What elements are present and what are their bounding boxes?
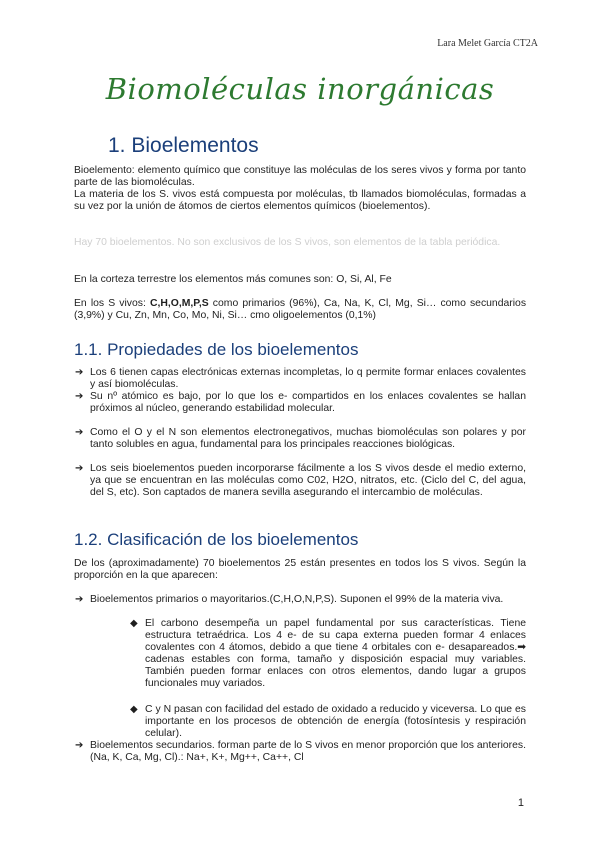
- section-heading-bioelementos: 1. Bioelementos: [108, 134, 259, 157]
- corteza-paragraph: En la corteza terrestre los elementos más comunes son: O, Si, Al, Fe: [74, 274, 392, 285]
- primary-elements-bold: C,H,O,M,P,S: [149, 298, 209, 309]
- seres-vivos-paragraph: En los S vivos: C,H,O,M,P,S como primarios (96%), Ca, Na, K, Cl, Mg, Si… como secundarios (3,9%) y Cu, Zn, Mn, Co, Mo, Ni, Si… cmo oligoelementos (0,1%): [74, 298, 527, 321]
- diamond-bullet-icon: ◆: [130, 704, 138, 715]
- arrow-right-icon: ➔: [75, 463, 84, 474]
- sub-list-item: ◆ El carbono desempeña un papel fundamental por sus características. Tiene estructura tetraédrica. Los 4 e- de su capa externa pueden formar 4 enlaces covalentes con 4 átomos, debido a que tiene 4 orbitales con e- desapareados.➡ cadenas estables con forma, tamaño y disposición espacial muy variables. También pueden formar enlaces con otros elementos, dando lugar a grupos funcionales muy variados.: [130, 618, 526, 689]
- list-item: ➔ Los seis bioelementos pueden incorporarse fácilmente a los S vivos desde el medio externo, ya que se encuentran en las moléculas como C02, H2O, nitratos, etc. (Ciclo del C, del agua, del S, etc). Son captados de manera sevilla asegurando el intercambio de moléculas.: [75, 463, 526, 498]
- clasificacion-intro: De los (aproximadamente) 70 bioelementos 25 están presentes en todos los S vivos. Según la proporción en la que aparecen:: [74, 558, 526, 581]
- list-item: ➔ Bioelementos secundarios. forman parte de lo S vivos en menor proporción que los anteriores. (Na, K, Ca, Mg, Cl).: Na+, K+, Mg++, Ca++, Cl: [75, 740, 526, 763]
- materia-paragraph: La materia de los S. vivos está compuesta por moléculas, tb llamados biomoléculas, formadas a su vez por la unión de átomos de ciertos elementos químicos (bioelementos).: [74, 189, 526, 212]
- sub-list-item: ◆ C y N pasan con facilidad del estado de oxidado a reducido y viceversa. Lo que es importante en los procesos de obtención de energía (fotosíntesis y respiración celular).: [130, 704, 526, 739]
- section-heading-propiedades: 1.1. Propiedades de los bioelementos: [74, 340, 359, 359]
- faded-paragraph: Hay 70 bioelementos. No son exclusivos de los S vivos, son elementos de la tabla periódica.: [74, 237, 501, 248]
- list-item: ➔ Bioelementos primarios o mayoritarios.(C,H,O,N,P,S). Suponen el 99% de la materia viva.: [75, 594, 504, 605]
- diamond-bullet-icon: ◆: [130, 618, 138, 629]
- arrow-right-icon: ➔: [75, 594, 84, 605]
- arrow-right-icon: ➔: [75, 391, 84, 402]
- arrow-right-icon: ➔: [75, 427, 84, 438]
- list-item: ➔ Su nº atómico es bajo, por lo que los e- compartidos en los enlaces covalentes se hallan próximos al núcleo, generando estabilidad molecular.: [75, 391, 526, 414]
- section-heading-clasificacion: 1.2. Clasificación de los bioelementos: [74, 530, 359, 549]
- definition-paragraph: Bioelemento: elemento químico que constituye las moléculas de los seres vivos y forma por tanto parte de las biomoléculas.: [74, 165, 526, 188]
- author-name: Lara Melet García CT2A: [437, 38, 538, 49]
- page-number: 1: [517, 797, 524, 809]
- list-item: ➔ Como el O y el N son elementos electronegativos, muchas biomoléculas son polares y por tanto solubles en agua, fundamental para los principales reacciones biológicas.: [75, 427, 526, 450]
- arrow-right-icon: ➔: [75, 367, 84, 378]
- document-title: Biomoléculas inorgánicas: [105, 72, 495, 106]
- list-item: ➔ Los 6 tienen capas electrónicas externas incompletas, lo q permite formar enlaces covalentes y así biomoléculas.: [75, 367, 526, 390]
- arrow-right-icon: ➔: [75, 740, 84, 751]
